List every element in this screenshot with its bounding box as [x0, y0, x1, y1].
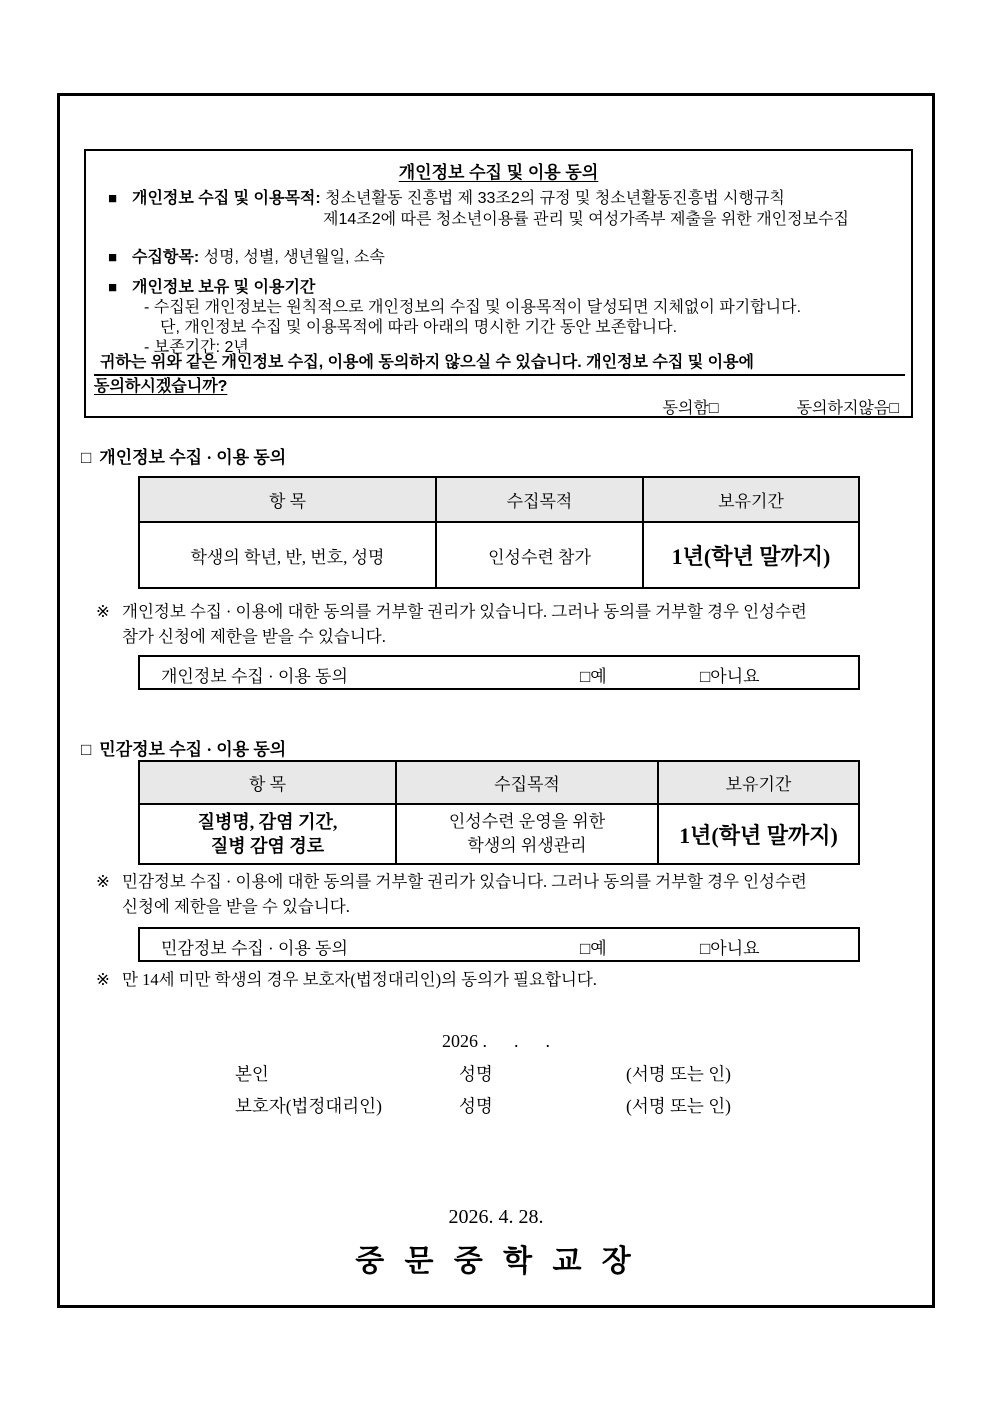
- sensitive-note-line1: 민감정보 수집 · 이용에 대한 동의를 거부할 권리가 있습니다. 그러나 동의를 거부할 경우 인성수련: [122, 872, 807, 891]
- disagree-option: [797, 395, 899, 418]
- personal-consent-label: 개인정보 수집 · 이용 동의: [161, 667, 348, 686]
- cell-period: 1년(학년 말까지): [642, 523, 858, 587]
- consent-question-line1: 귀하는 위와 같은 개인정보 수집, 이용에 동의하지 않으실 수 있습니다. 개인정보 수집 및 이용에: [94, 352, 905, 376]
- cell-purpose-line2: 학생의 위생관리: [467, 836, 587, 855]
- black-square-icon: ■: [108, 279, 118, 296]
- sensitive-section-heading: [81, 735, 286, 760]
- sensitive-note-line2: 신청에 제한을 받을 수 있습니다.: [122, 897, 350, 916]
- cell-item-line1: 질병명, 감염 기간,: [197, 812, 338, 832]
- signature-date-line: 2026 . . .: [442, 1031, 550, 1051]
- table-row: [140, 523, 858, 587]
- info-box-title: 개인정보 수집 및 이용 동의: [398, 163, 599, 182]
- sensitive-no-label: 아니요: [710, 939, 760, 958]
- school-principal-name: 중 문 중 학 교 장: [355, 1245, 637, 1278]
- purpose-label: 개인정보 수집 및 이용목적:: [132, 190, 321, 207]
- cell-purpose-line1: 인성수련 운영을 위한: [448, 812, 606, 831]
- sensitive-yes-checkbox[interactable]: □: [580, 939, 591, 958]
- agree-option: [663, 395, 719, 418]
- signer-role: 본인: [235, 1064, 269, 1084]
- header-period: 보유기간: [642, 478, 858, 521]
- sensitive-yes-option: [580, 934, 607, 959]
- collected-items-row: [108, 247, 385, 268]
- personal-yes-option: [580, 662, 607, 687]
- black-square-icon: ■: [108, 249, 118, 266]
- consent-question: [94, 352, 905, 397]
- personal-refusal-note: [96, 599, 807, 649]
- personal-info-table: [138, 476, 860, 589]
- consent-question-line2: 동의하시겠습니까?: [94, 378, 228, 395]
- footer-date: 2026. 4. 28.: [448, 1206, 544, 1228]
- minor-consent-note: [96, 967, 597, 992]
- sensitive-info-table: [138, 760, 860, 865]
- table-header-row: [140, 762, 858, 805]
- retention-row: [108, 278, 801, 358]
- sensitive-consent-label: 민감정보 수집 · 이용 동의: [161, 939, 348, 958]
- disagree-label: 동의하지않음: [796, 400, 890, 417]
- cell-item: 학생의 학년, 반, 번호, 성명: [190, 547, 385, 567]
- personal-no-label: 아니요: [710, 667, 760, 686]
- table-row: [140, 805, 858, 863]
- header-item: 항 목: [268, 492, 307, 511]
- personal-consent-row: [138, 655, 860, 690]
- signature-row-self: [60, 1061, 932, 1087]
- sensitive-no-option: [700, 934, 760, 959]
- purpose-text-line1: 청소년활동 진흥법 제 33조2의 규정 및 청소년활동진흥법 시행규칙: [325, 190, 785, 207]
- name-label: 성명: [459, 1064, 493, 1084]
- page-border: [57, 93, 935, 1308]
- sensitive-section-title: 민감정보 수집 · 이용 동의: [99, 740, 287, 759]
- cell-period: 1년(학년 말까지): [657, 805, 858, 863]
- reference-mark-icon: ※: [96, 970, 110, 989]
- white-square-icon: □: [81, 740, 92, 759]
- reference-mark-icon: ※: [96, 872, 110, 891]
- cell-item-line2: 질병 감염 경로: [210, 836, 325, 856]
- name-label: 성명: [459, 1096, 493, 1116]
- consent-info-box: [84, 149, 913, 418]
- sensitive-consent-row: [138, 927, 860, 962]
- sign-or-seal-label: (서명 또는 인): [626, 1096, 731, 1116]
- purpose-text-line2: 제14조2에 따른 청소년이용률 관리 및 여성가족부 제출을 위한 개인정보수집: [323, 211, 849, 228]
- personal-no-option: [700, 662, 760, 687]
- sign-or-seal-label: (서명 또는 인): [626, 1064, 731, 1084]
- header-purpose: 수집목적: [395, 762, 657, 803]
- cell-purpose: [395, 805, 657, 863]
- personal-section-title: 개인정보 수집 · 이용 동의: [99, 448, 287, 467]
- sensitive-no-checkbox[interactable]: □: [700, 939, 711, 958]
- items-label: 수집항목:: [132, 249, 200, 266]
- personal-section-heading: [81, 443, 286, 468]
- disagree-checkbox[interactable]: □: [889, 400, 899, 417]
- header-period: 보유기간: [657, 762, 858, 803]
- retention-line3: - 보존기간: 2년: [144, 339, 249, 356]
- white-square-icon: □: [81, 448, 92, 467]
- retention-line1: - 수집된 개인정보는 원칙적으로 개인정보의 수집 및 이용목적이 달성되면 지체없이 파기합니다.: [144, 299, 802, 316]
- personal-yes-checkbox[interactable]: □: [580, 667, 591, 686]
- reference-mark-icon: ※: [96, 602, 110, 621]
- cell-purpose: 인성수련 참가: [435, 523, 642, 587]
- sensitive-refusal-note: [96, 869, 807, 919]
- personal-note-line1: 개인정보 수집 · 이용에 대한 동의를 거부할 권리가 있습니다. 그러나 동의를 거부할 경우 인성수련: [122, 602, 807, 621]
- personal-yes-label: 예: [590, 667, 607, 686]
- agree-checkbox[interactable]: □: [708, 400, 719, 417]
- signature-row-guardian: [60, 1093, 932, 1119]
- items-text: 성명, 성별, 생년월일, 소속: [203, 249, 385, 266]
- header-purpose: 수집목적: [435, 478, 642, 521]
- sensitive-yes-label: 예: [590, 939, 607, 958]
- black-square-icon: ■: [108, 190, 118, 207]
- table-header-row: [140, 478, 858, 523]
- agree-options: [663, 395, 899, 418]
- cell-item: [140, 805, 395, 863]
- signer-role: 보호자(법정대리인): [235, 1096, 382, 1116]
- agree-label: 동의함: [662, 400, 709, 417]
- minor-note-text: 만 14세 미만 학생의 경우 보호자(법정대리인)의 동의가 필요합니다.: [122, 970, 597, 989]
- retention-label: 개인정보 보유 및 이용기간: [132, 279, 316, 296]
- personal-no-checkbox[interactable]: □: [700, 667, 711, 686]
- header-item: 항 목: [248, 775, 287, 794]
- purpose-row: [108, 188, 849, 230]
- retention-line2: 단, 개인정보 수집 및 이용목적에 따라 아래의 명시한 기간 동안 보존합니다.: [160, 319, 678, 336]
- personal-note-line2: 참가 신청에 제한을 받을 수 있습니다.: [122, 627, 386, 646]
